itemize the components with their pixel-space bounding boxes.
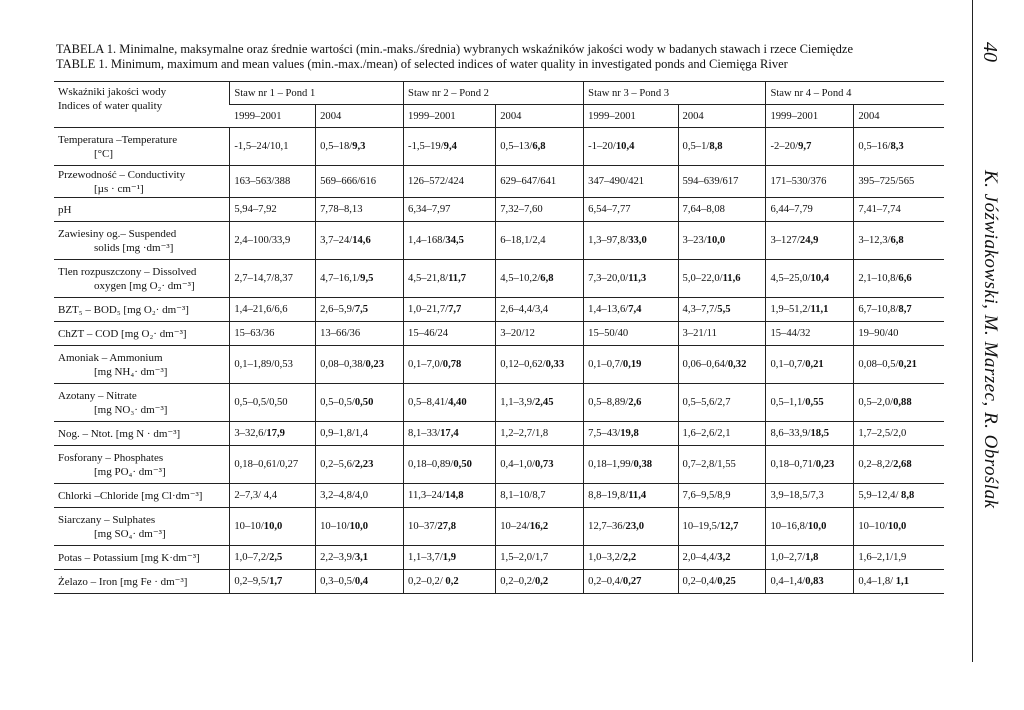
value-cell: 3,9–18,5/7,3: [766, 484, 854, 508]
value-cell: 0,4–1,0/0,73: [496, 446, 584, 484]
header-pond-3: Staw nr 3 – Pond 3: [584, 82, 766, 105]
running-header: [981, 42, 1001, 642]
header-period: 2004: [678, 105, 766, 128]
header-pond-4: Staw nr 4 – Pond 4: [766, 82, 944, 105]
indicator-label: Przewodność – Conductivity [µs · cm⁻¹]: [54, 166, 230, 198]
value-cell: 0,12–0,62/0,33: [496, 346, 584, 384]
value-cell: 10–19,5/12,7: [678, 508, 766, 546]
value-cell: 2,0–4,4/3,2: [678, 546, 766, 570]
header-period: 1999–2001: [230, 105, 316, 128]
value-cell: 0,2–0,2/ 0,2: [404, 570, 496, 594]
table-row: [54, 128, 944, 166]
header-period: 1999–2001: [766, 105, 854, 128]
table-row: [54, 222, 944, 260]
table-row: [54, 422, 944, 446]
value-cell: 0,18–0,61/0,27: [230, 446, 316, 484]
value-cell: 8,8–19,8/11,4: [584, 484, 678, 508]
value-cell: 7,5–43/19,8: [584, 422, 678, 446]
value-cell: 10–37/27,8: [404, 508, 496, 546]
value-cell: 7,41–7,74: [854, 198, 944, 222]
value-cell: 1,3–97,8/33,0: [584, 222, 678, 260]
value-cell: 3,7–24/14,6: [316, 222, 404, 260]
water-quality-table: [54, 81, 944, 594]
value-cell: 3,2–4,8/4,0: [316, 484, 404, 508]
value-cell: 5,0–22,0/11,6: [678, 260, 766, 298]
value-cell: 2,2–3,9/3,1: [316, 546, 404, 570]
table-row: [54, 570, 944, 594]
value-cell: 8,1–33/17,4: [404, 422, 496, 446]
page-number: 40: [979, 42, 1001, 62]
page-margin-rule: [972, 0, 973, 662]
header-period: 1999–2001: [404, 105, 496, 128]
indicator-label: Zawiesiny og.– Suspended solids [mg ·dm⁻³]: [54, 222, 230, 260]
value-cell: 0,5–18/9,3: [316, 128, 404, 166]
value-cell: 1,5–2,0/1,7: [496, 546, 584, 570]
value-cell: 0,1–0,7/0,19: [584, 346, 678, 384]
value-cell: 4,3–7,7/5,5: [678, 298, 766, 322]
value-cell: 0,4–1,4/0,83: [766, 570, 854, 594]
value-cell: 0,5–13/6,8: [496, 128, 584, 166]
value-cell: 594–639/617: [678, 166, 766, 198]
value-cell: 15–44/32: [766, 322, 854, 346]
header-pond-2: Staw nr 2 – Pond 2: [404, 82, 584, 105]
table-row: [54, 384, 944, 422]
value-cell: 10–10/10,0: [230, 508, 316, 546]
value-cell: 1,0–3,2/2,2: [584, 546, 678, 570]
value-cell: 0,1–7,0/0,78: [404, 346, 496, 384]
value-cell: 569–666/616: [316, 166, 404, 198]
value-cell: 3–21/11: [678, 322, 766, 346]
header-period: 2004: [316, 105, 404, 128]
value-cell: 1,0–7,2/2,5: [230, 546, 316, 570]
value-cell: 13–66/36: [316, 322, 404, 346]
value-cell: 8,6–33,9/18,5: [766, 422, 854, 446]
table-row: [54, 446, 944, 484]
value-cell: 3–20/12: [496, 322, 584, 346]
caption-polish: TABELA 1. Minimalne, maksymalne oraz średnie wartości (min.-maks./średnia) wybranych wskaźników jakości wody w badanych stawach i rzece Ciemiędze: [56, 42, 854, 56]
value-cell: 7,64–8,08: [678, 198, 766, 222]
value-cell: 1,7–2,5/2,0: [854, 422, 944, 446]
table-row: [54, 198, 944, 222]
value-cell: 1,4–21,6/6,6: [230, 298, 316, 322]
value-cell: 2,7–14,7/8,37: [230, 260, 316, 298]
value-cell: 0,08–0,5/0,21: [854, 346, 944, 384]
value-cell: 3–23/10,0: [678, 222, 766, 260]
value-cell: -1–20/10,4: [584, 128, 678, 166]
value-cell: 3–12,3/6,8: [854, 222, 944, 260]
authors: K. Jóźwiakowski, M. Marzec, R. Obroślak: [980, 170, 1001, 509]
value-cell: 1,1–3,7/1,9: [404, 546, 496, 570]
value-cell: 6,54–7,77: [584, 198, 678, 222]
value-cell: 12,7–36/23,0: [584, 508, 678, 546]
value-cell: 6,34–7,97: [404, 198, 496, 222]
indicator-label: Amoniak – Ammonium [mg NH₄· dm⁻³]: [54, 346, 230, 384]
value-cell: 5,94–7,92: [230, 198, 316, 222]
header-period: 1999–2001: [584, 105, 678, 128]
value-cell: 126–572/424: [404, 166, 496, 198]
value-cell: 4,5–10,2/6,8: [496, 260, 584, 298]
value-cell: 7,32–7,60: [496, 198, 584, 222]
value-cell: 5,9–12,4/ 8,8: [854, 484, 944, 508]
value-cell: 6,7–10,8/8,7: [854, 298, 944, 322]
header-period: 2004: [854, 105, 944, 128]
value-cell: -2–20/9,7: [766, 128, 854, 166]
value-cell: 0,2–8,2/2,68: [854, 446, 944, 484]
value-cell: 19–90/40: [854, 322, 944, 346]
table-caption: [56, 42, 936, 72]
table-row: [54, 166, 944, 198]
value-cell: 0,9–1,8/1,4: [316, 422, 404, 446]
value-cell: -1,5–24/10,1: [230, 128, 316, 166]
value-cell: 1,4–168/34,5: [404, 222, 496, 260]
value-cell: 171–530/376: [766, 166, 854, 198]
value-cell: 2,6–5,9/7,5: [316, 298, 404, 322]
value-cell: 0,06–0,64/0,32: [678, 346, 766, 384]
header-row-ponds: [54, 82, 944, 105]
value-cell: 0,1–1,89/0,53: [230, 346, 316, 384]
value-cell: 11,3–24/14,8: [404, 484, 496, 508]
indicator-label: Temperatura –Temperature [°C]: [54, 128, 230, 166]
value-cell: 3–32,6/17,9: [230, 422, 316, 446]
value-cell: 0,5–1/8,8: [678, 128, 766, 166]
value-cell: -1,5–19/9,4: [404, 128, 496, 166]
value-cell: 7,6–9,5/8,9: [678, 484, 766, 508]
value-cell: 1,1–3,9/2,45: [496, 384, 584, 422]
value-cell: 0,5–0,5/0,50: [316, 384, 404, 422]
value-cell: 0,5–16/8,3: [854, 128, 944, 166]
indicator-label: Chlorki –Chloride [mg Cl·dm⁻³]: [54, 484, 230, 508]
table-row: [54, 508, 944, 546]
value-cell: 347–490/421: [584, 166, 678, 198]
table-row: [54, 322, 944, 346]
header-pond-1: Staw nr 1 – Pond 1: [230, 82, 404, 105]
value-cell: 0,18–1,99/0,38: [584, 446, 678, 484]
value-cell: 0,18–0,71/0,23: [766, 446, 854, 484]
header-period: 2004: [496, 105, 584, 128]
value-cell: 1,2–2,7/1,8: [496, 422, 584, 446]
table-body: [54, 128, 944, 594]
value-cell: 0,7–2,8/1,55: [678, 446, 766, 484]
value-cell: 8,1–10/8,7: [496, 484, 584, 508]
value-cell: 0,4–1,8/ 1,1: [854, 570, 944, 594]
indicator-label: Azotany – Nitrate [mg NO₃· dm⁻³]: [54, 384, 230, 422]
value-cell: 4,5–21,8/11,7: [404, 260, 496, 298]
value-cell: 0,2–0,4/0,27: [584, 570, 678, 594]
indicator-label: BZT₅ – BOD₅ [mg O₂· dm⁻³]: [54, 298, 230, 322]
value-cell: 2,1–10,8/6,6: [854, 260, 944, 298]
value-cell: 6–18,1/2,4: [496, 222, 584, 260]
value-cell: 0,08–0,38/0,23: [316, 346, 404, 384]
value-cell: 15–63/36: [230, 322, 316, 346]
table-row: [54, 546, 944, 570]
value-cell: 1,0–21,7/7,7: [404, 298, 496, 322]
value-cell: 2,4–100/33,9: [230, 222, 316, 260]
indicator-label: pH: [54, 198, 230, 222]
table-row: [54, 260, 944, 298]
header-indicator: Wskaźniki jakości wody Indices of water quality: [54, 82, 230, 128]
indicator-label: Tlen rozpuszczony – Dissolved oxygen [mg O₂· dm⁻³]: [54, 260, 230, 298]
value-cell: 0,5–8,89/2,6: [584, 384, 678, 422]
indicator-label: Siarczany – Sulphates [mg SO₄· dm⁻³]: [54, 508, 230, 546]
value-cell: 15–46/24: [404, 322, 496, 346]
value-cell: 6,44–7,79: [766, 198, 854, 222]
value-cell: 1,6–2,1/1,9: [854, 546, 944, 570]
indicator-label: Potas – Potassium [mg K·dm⁻³]: [54, 546, 230, 570]
value-cell: 0,5–5,6/2,7: [678, 384, 766, 422]
table-row: [54, 298, 944, 322]
value-cell: 1,4–13,6/7,4: [584, 298, 678, 322]
value-cell: 395–725/565: [854, 166, 944, 198]
value-cell: 10–16,8/10,0: [766, 508, 854, 546]
value-cell: 0,3–0,5/0,4: [316, 570, 404, 594]
value-cell: 10–10/10,0: [316, 508, 404, 546]
value-cell: 0,5–1,1/0,55: [766, 384, 854, 422]
value-cell: 0,1–0,7/0,21: [766, 346, 854, 384]
value-cell: 0,2–9,5/1,7: [230, 570, 316, 594]
value-cell: 10–24/16,2: [496, 508, 584, 546]
value-cell: 0,2–5,6/2,23: [316, 446, 404, 484]
value-cell: 629–647/641: [496, 166, 584, 198]
value-cell: 0,5–0,5/0,50: [230, 384, 316, 422]
value-cell: 1,6–2,6/2,1: [678, 422, 766, 446]
value-cell: 0,18–0,89/0,50: [404, 446, 496, 484]
indicator-label: Nog. – Ntot. [mg N · dm⁻³]: [54, 422, 230, 446]
indicator-label: Żelazo – Iron [mg Fe · dm⁻³]: [54, 570, 230, 594]
table-row: [54, 484, 944, 508]
value-cell: 0,5–8,41/4,40: [404, 384, 496, 422]
value-cell: 3–127/24,9: [766, 222, 854, 260]
value-cell: 7,78–8,13: [316, 198, 404, 222]
value-cell: 0,2–0,2/0,2: [496, 570, 584, 594]
value-cell: 163–563/388: [230, 166, 316, 198]
value-cell: 2,6–4,4/3,4: [496, 298, 584, 322]
value-cell: 4,7–16,1/9,5: [316, 260, 404, 298]
value-cell: 4,5–25,0/10,4: [766, 260, 854, 298]
indicator-label: ChZT – COD [mg O₂· dm⁻³]: [54, 322, 230, 346]
value-cell: 1,9–51,2/11,1: [766, 298, 854, 322]
value-cell: 1,0–2,7/1,8: [766, 546, 854, 570]
value-cell: 0,2–0,4/0,25: [678, 570, 766, 594]
table-row: [54, 346, 944, 384]
value-cell: 10–10/10,0: [854, 508, 944, 546]
value-cell: 2–7,3/ 4,4: [230, 484, 316, 508]
value-cell: 7,3–20,0/11,3: [584, 260, 678, 298]
indicator-label: Fosforany – Phosphates [mg PO₄· dm⁻³]: [54, 446, 230, 484]
value-cell: 15–50/40: [584, 322, 678, 346]
value-cell: 0,5–2,0/0,88: [854, 384, 944, 422]
caption-english: TABLE 1. Minimum, maximum and mean values (min.-max./mean) of selected indices of water quality in investigated ponds and Ciemięga River: [56, 57, 788, 71]
